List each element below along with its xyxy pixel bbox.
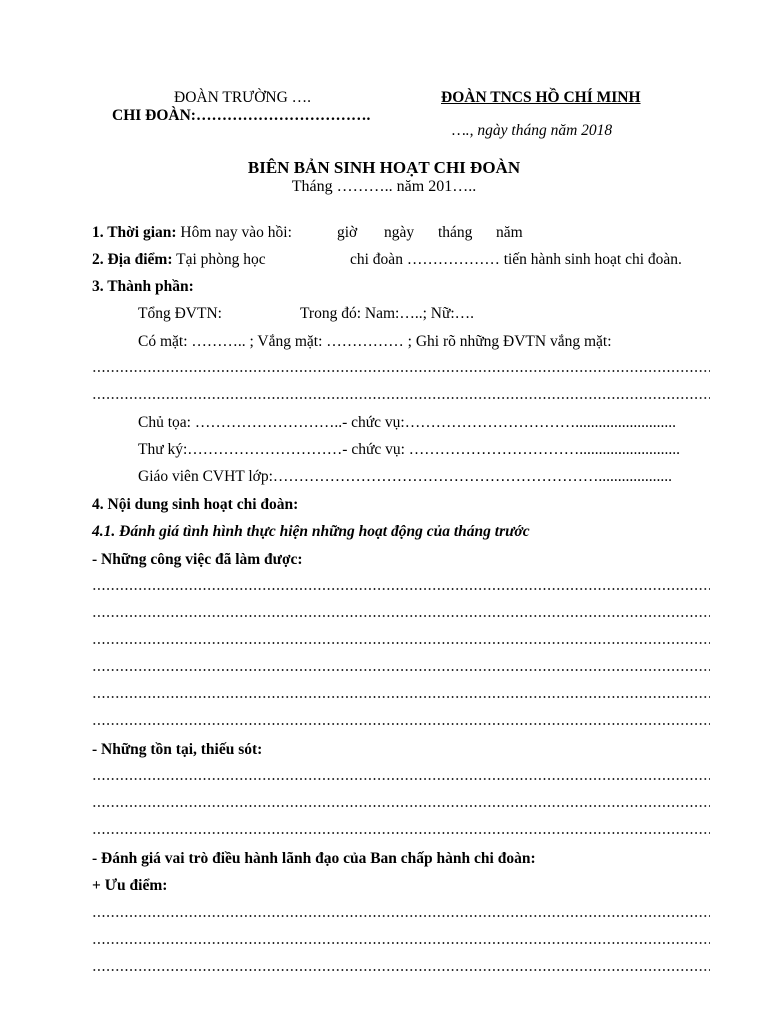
time-day-label: ngày [384, 224, 415, 241]
section-time [92, 224, 292, 242]
section-location [92, 251, 266, 269]
time-month-label: tháng [438, 224, 473, 241]
header-branch-union[interactable]: CHI ĐOÀN:……………………………. [112, 107, 371, 124]
dotted-line[interactable] [92, 695, 710, 699]
issues-label: - Những tồn tại, thiếu sót: [92, 741, 263, 758]
section-location-branch[interactable]: chi đoàn ……………… tiến hành sinh hoạt chi đoàn. [350, 251, 682, 268]
document-title: BIÊN BẢN SINH HOẠT CHI ĐOÀN [247, 158, 521, 177]
subsection-evaluation: 4.1. Đánh giá tình hình thực hiện những hoạt động của tháng trước [92, 523, 530, 540]
dotted-line[interactable] [92, 722, 710, 726]
dotted-line[interactable] [92, 777, 710, 781]
dotted-line[interactable] [92, 587, 710, 591]
pros-label: + Ưu điểm: [92, 877, 168, 894]
section-time-text: Hôm nay vào hồi: [180, 224, 292, 241]
dotted-line[interactable] [92, 804, 710, 808]
advisor-field[interactable]: Giáo viên CVHT lớp:………………………………………………………................... [138, 468, 673, 485]
section-members-label: 3. Thành phần: [92, 278, 194, 295]
chair-field[interactable]: Chủ tọa: ………………………..- chức vụ:…………………………….......................... [138, 414, 676, 431]
section-content-label: 4. Nội dung sinh hoạt chi đoàn: [92, 496, 299, 513]
section-location-text: Tại phòng học [176, 251, 266, 268]
time-year-label: năm [496, 224, 523, 241]
header-date[interactable]: …., ngày tháng năm 2018 [452, 122, 613, 139]
dotted-line[interactable] [92, 614, 710, 618]
header-organization: ĐOÀN TNCS HỒ CHÍ MINH [441, 89, 641, 106]
dotted-line[interactable] [92, 668, 710, 672]
dotted-line[interactable] [92, 914, 710, 918]
members-gender[interactable]: Trong đó: Nam:…..; Nữ:…. [300, 305, 475, 322]
done-work-label: - Những công việc đã làm được: [92, 551, 303, 568]
leadership-evaluation-label: - Đánh giá vai trò điều hành lãnh đạo của Ban chấp hành chi đoàn: [92, 850, 536, 867]
members-attendance[interactable]: Có mặt: ……….. ; Vắng mặt: …………… ; Ghi rõ những ĐVTN vắng mặt: [138, 333, 612, 350]
document-subtitle[interactable]: Tháng ……….. năm 201….. [291, 178, 477, 195]
dotted-line[interactable] [92, 396, 710, 400]
dotted-line[interactable] [92, 831, 710, 835]
dotted-line[interactable] [92, 369, 710, 373]
dotted-line[interactable] [92, 941, 710, 945]
time-hour-label: giờ [337, 224, 358, 241]
section-time-label: 1. Thời gian: [92, 224, 177, 241]
header-school-union: ĐOÀN TRƯỜNG …. [174, 89, 312, 106]
dotted-line[interactable] [92, 968, 710, 972]
dotted-line[interactable] [92, 641, 710, 645]
members-total[interactable]: Tổng ĐVTN: [138, 305, 222, 322]
section-location-label: 2. Địa điểm: [92, 251, 173, 268]
secretary-field[interactable]: Thư ký:…………………………- chức vụ: …………………………….......................... [138, 441, 681, 458]
